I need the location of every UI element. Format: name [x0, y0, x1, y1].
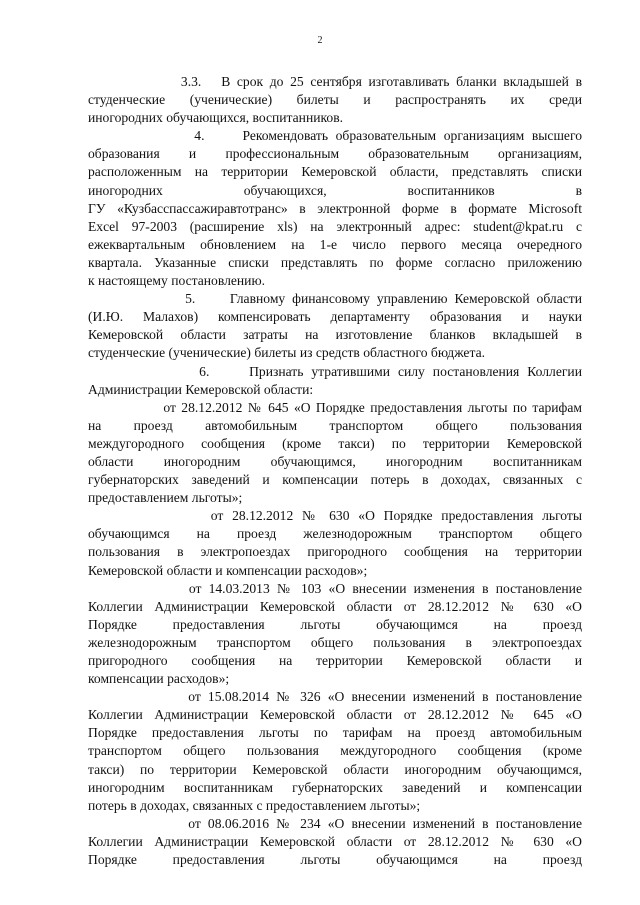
- text-line: 4. Рекомендовать образовательным организациям высшего: [88, 128, 582, 144]
- text-line: к настоящему постановлению.: [88, 273, 266, 289]
- text-line: обучающимся на проезд железнодорожным транспортом общего: [88, 526, 582, 542]
- text-line: потерь в доходах, связанных с предоставлением льготы»;: [88, 797, 421, 813]
- text-line: предоставлением льготы»;: [88, 490, 243, 506]
- text-line: от 28.12.2012 № 645 «О Порядке предоставления льготы по тарифам: [88, 399, 582, 415]
- text-line: Кемеровской области затраты на изготовление бланков вкладышей в: [88, 327, 582, 343]
- text-line: иногородним воспитанникам губернаторских заведений и компенсации: [88, 779, 582, 795]
- text-line: 6. Признать утратившими силу постановления Коллегии: [88, 363, 582, 379]
- text-line: компенсации расходов»;: [88, 671, 230, 687]
- text-line: пользования в электропоездах пригородного сообщения на территории: [88, 544, 582, 560]
- text-line: губернаторских заведений и компенсации потерь в доходах, связанных с: [88, 472, 582, 488]
- text-line: области иногородним обучающимся, иногородним воспитанникам: [88, 453, 582, 469]
- text-line: Порядке предоставления льготы по тарифам на проезд автомобильным: [88, 725, 582, 741]
- text-line: Коллегии Администрации Кемеровской области от 28.12.2012 № 630 «О: [88, 598, 582, 614]
- text-line: расположенным на территории Кемеровской области, представлять списки: [88, 164, 582, 180]
- text-line: Администрации Кемеровской области:: [88, 381, 314, 397]
- text-line: Порядке предоставления льготы обучающимся на проезд: [88, 852, 582, 868]
- text-line: Порядке предоставления льготы обучающимся на проезд: [88, 616, 582, 632]
- text-line: такси) по территории Кемеровской области иногородним обучающимся,: [88, 761, 582, 777]
- text-line: от 28.12.2012 № 630 «О Порядке предоставления льготы: [88, 508, 582, 524]
- text-line: 5. Главному финансовому управлению Кемеровской области: [88, 291, 582, 307]
- text-line: ГУ «Кузбасспассажиравтотранс» в электронной форме в формате Microsoft: [88, 200, 582, 216]
- text-line: от 08.06.2016 № 234 «О внесении изменений в постановление: [88, 815, 582, 831]
- text-line: студенческие (ученические) билеты и распространять их среди: [88, 92, 582, 108]
- document-body: [88, 73, 582, 869]
- text-line: (И.Ю. Малахов) компенсировать департаменту образования и науки: [88, 309, 582, 325]
- text-line: Коллегии Администрации Кемеровской области от 28.12.2012 № 645 «О: [88, 707, 582, 723]
- text-line: железнодорожным транспортом общего пользования в электропоездах: [88, 634, 582, 650]
- text-line: квартала. Указанные списки представлять по форме согласно приложению: [88, 254, 582, 270]
- text-line: Кемеровской области и компенсации расходов»;: [88, 562, 368, 578]
- text-line: от 14.03.2013 № 103 «О внесении изменения в постановление: [88, 580, 582, 596]
- text-line: транспортом общего пользования междугородного сообщения (кроме: [88, 743, 582, 759]
- text-line: Excel 97-2003 (расширение xls) на электронный адрес: student@kpat.ru с: [88, 218, 582, 234]
- text-line: от 15.08.2014 № 326 «О внесении изменений в постановление: [88, 689, 582, 705]
- text-line: иногородних обучающихся, воспитанников в: [88, 182, 582, 198]
- text-line: образования и профессиональным образовательным организациям,: [88, 146, 582, 162]
- text-line: иногородних обучающихся, воспитанников.: [88, 110, 344, 126]
- page-number: 2: [317, 35, 323, 46]
- text-line: пригородного сообщения на территории Кемеровской области и: [88, 653, 582, 668]
- text-line: 3.3. В срок до 25 сентября изготавливать бланки вкладышей в: [88, 74, 582, 89]
- text-line: ежеквартальным обновлением на 1-е число первого месяца очередного: [88, 236, 582, 252]
- text-line: на проезд автомобильным транспортом общего пользования: [88, 417, 582, 433]
- text-line: студенческие (ученические) билеты из средств областного бюджета.: [88, 345, 486, 361]
- text-line: междугородного сообщения (кроме такси) по территории Кемеровской: [88, 435, 582, 451]
- text-line: Коллегии Администрации Кемеровской области от 28.12.2012 № 630 «О: [88, 833, 582, 849]
